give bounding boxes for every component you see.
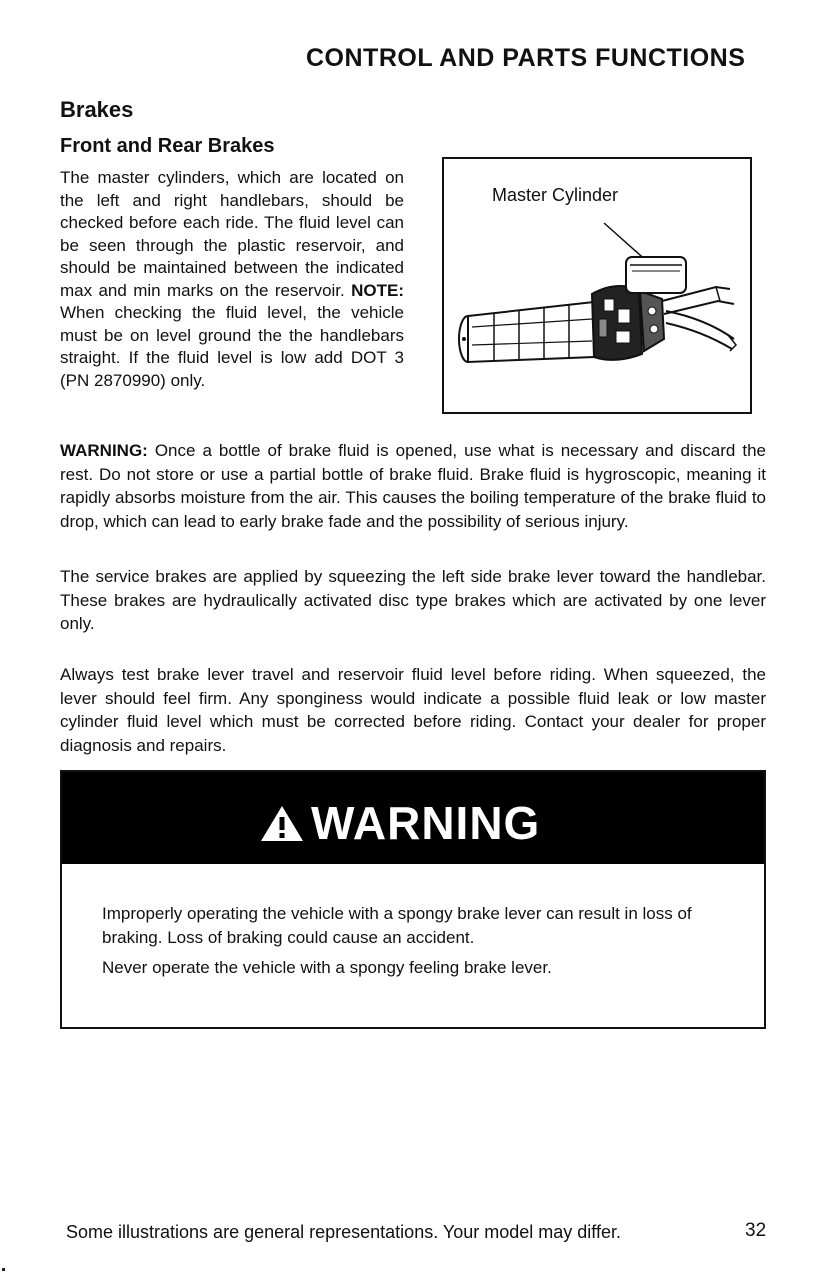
master-cylinder-figure xyxy=(442,157,752,414)
warning-triangle-icon xyxy=(259,803,305,843)
subsection-title: Front and Rear Brakes xyxy=(60,135,275,157)
warning-box xyxy=(60,770,766,1029)
footer-note: Some illustrations are general representations. Your model may differ. xyxy=(66,1222,621,1242)
warning-line-2: Never operate the vehicle with a spongy feeling brake lever. xyxy=(102,958,552,977)
lever-travel-paragraph: Always test brake lever travel and reservoir fluid level before riding. When squeezed, the lever should feel firm. Any sponginess would indicate a possible fluid leak or low master cylinder fluid level which must be corrected before riding. Contact your dealer for proper diagnosis and repairs. xyxy=(60,665,766,755)
warning-banner xyxy=(62,772,764,864)
brake-fluid-warning-text: Once a bottle of brake fluid is opened, use what is necessary and discard the rest. Do not store or use a partial bottle of brake fluid. Brake fluid is hygroscopic, meaning it rapidly absorbs moisture from the air. This causes the boiling temperature of the brake fluid to drop, which can lead to early brake fade and the possibility of serious injury. xyxy=(60,441,766,531)
warning-heading: WARNING xyxy=(311,797,541,849)
figure-caption: Master Cylinder xyxy=(492,185,619,205)
intro-paragraph xyxy=(60,167,404,392)
warning-line-1: Improperly operating the vehicle with a spongy brake lever can result in loss of braking. Loss of braking could cause an accident. xyxy=(102,904,692,947)
page-number: 32 xyxy=(745,1220,767,1241)
section-title: Brakes xyxy=(60,97,134,122)
service-brakes-paragraph: The service brakes are applied by squeezing the left side brake lever toward the handlebar. These brakes are hydraulically activated disc type brakes which are activated by one lever only. xyxy=(60,567,766,633)
warning-label: WARNING: xyxy=(60,441,148,460)
note-label: NOTE: xyxy=(351,280,404,300)
master-cylinder-illustration xyxy=(444,159,750,412)
intro-text-part2: When checking the fluid level, the vehicle must be on level ground the the handlebars straight. If the fluid level is low add DOT 3 (PN 2870990) only. xyxy=(60,303,404,390)
intro-text-part1: The master cylinders, which are located on the left and right handlebars, should be checked before each ride. The fluid level can be seen through the plastic reservoir, and should be maintained between the indicated max and min marks on the reservoir. xyxy=(60,168,404,300)
brake-fluid-warning-paragraph xyxy=(60,439,766,533)
scan-mark xyxy=(2,1268,5,1271)
page-header-title: CONTROL AND PARTS FUNCTIONS xyxy=(306,44,746,72)
warning-body xyxy=(102,902,722,986)
